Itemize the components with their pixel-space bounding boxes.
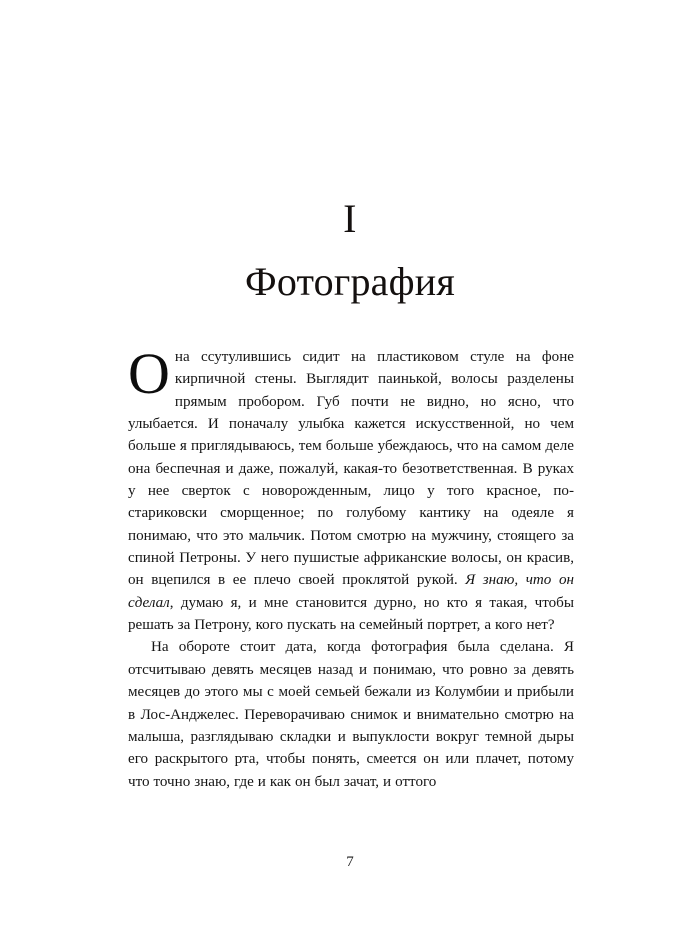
chapter-number: I [343, 196, 357, 241]
chapter-header [0, 196, 700, 308]
drop-cap: О [128, 341, 170, 406]
body-text-block [128, 341, 574, 793]
paragraph-2-run-1: На обороте стоит дата, когда фотография была сделана. Я отсчитываю девять месяцев назад и понимаю, что ровно за девять месяцев до этого мы с моей семьей бежали из Колумбии и прибыли в Лос-Анджелес. Переворачиваю снимок и внимательно смотрю на малыша, разглядываю складки и выпуклости вокруг темной дыры его раскрытого рта, чтобы понять, смеется он или плачет, потому что точно знаю, где и как он был зачат, и оттого [128, 639, 574, 790]
paragraph-1-emphasis: Я знаю, что он сделал [128, 572, 574, 611]
paragraph-1-run-1: на ссутулившись сидит на пластиковом стуле на фоне кирпичной стены. Выглядит паинькой, волосы разделены прямым пробором. Губ почти не видно, но ясно, что улыбается. И поначалу улыбка кажется искусственной, но чем больше я приглядываюсь, тем больше убеждаюсь, что на самом деле она беспечная и даже, пожалуй, какая-то безответственная. В руках у нее сверток с новорожденным, лицо у того красное, по-стариковски сморщенное; по голубому кантику на одеяле я понимаю, что это мальчик. Потом смотрю на мужчину, стоящего за спиной Петроны. У него пушистые африканские волосы, он красив, он вцепился в ее плечо своей проклятой рукой. [128, 349, 574, 589]
page-number [0, 852, 700, 872]
chapter-title: Фотография [245, 259, 455, 304]
page-number-value: 7 [346, 854, 354, 870]
paragraph-1 [128, 341, 574, 636]
paragraph-1-run-3: , думаю я, и мне становится дурно, но кто я такая, чтобы решать за Петрону, кого пускать на семейный портрет, а кого нет? [128, 594, 574, 634]
paragraph-2 [128, 636, 574, 792]
